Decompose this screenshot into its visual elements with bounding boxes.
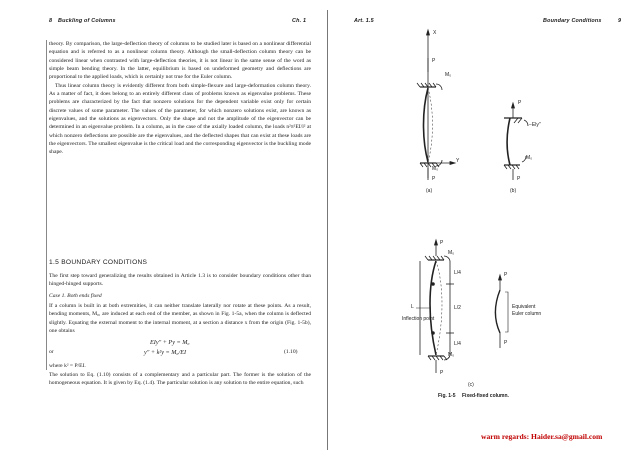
label-l4-top: L/4 xyxy=(454,270,461,276)
where-line: where k² = P/EI. xyxy=(49,363,86,369)
label-p-euler-top: P xyxy=(504,272,508,278)
left-page-number: 8 xyxy=(49,18,53,24)
label-l: L xyxy=(411,304,414,310)
right-running-head: Boundary Conditions xyxy=(543,18,602,24)
label-p-top-b: P xyxy=(518,100,522,106)
figure-b-drawing xyxy=(504,103,528,180)
left-chapter-label: Ch. 1 xyxy=(292,18,307,24)
equation-2: y″ + k²y = M₀/EI xyxy=(144,349,187,356)
figure-caption-text: Fixed-fixed column. xyxy=(462,393,509,399)
label-p-bottom-c: P xyxy=(440,370,444,376)
left-running-head: Buckling of Columns xyxy=(58,18,116,24)
margin-rule xyxy=(46,40,47,370)
label-x-axis: X xyxy=(433,30,437,36)
paragraph-4: If a column is built in at both extremities, it can neither translate laterally nor rotate at these points. As a result, bending moments, M₀, are induced at each end of the member, as shown in Fig. 1-5a, when the column is deflected slightly. Equating the external moment to the internal moment, at a section a distance x from the origin (Fig. 1-5b), one obtains xyxy=(49,303,311,335)
paragraph-3: The first step toward generalizing the results obtained in Article 1.3 is to consider boundary conditions other than hinged-hinged supports. xyxy=(49,273,311,288)
label-y-axis: Y xyxy=(456,158,460,164)
label-m0-top-a: M₀ xyxy=(445,72,452,78)
label-m0-bottom-c: M₀ xyxy=(448,352,455,358)
paragraph-1: theory. By comparison, the large-deflection theory of columns to be studied later is based on a nonlinear differential equation and is referred to as a nonlinear column theory. Although the small-deflection column theory can be considered linear when contrasted with large-deflection theories, it is not linear in the same sense of the word as simple beam bending theory. In the latter, equilibrium is based on undeformed geometry and deflections are proportional to the applied loads, which is certainly not true for the Euler column. xyxy=(49,41,311,81)
label-p-bottom-a: P xyxy=(432,176,436,182)
label-m0-top-c: M₀ xyxy=(448,250,455,256)
label-p-top-a: P xyxy=(432,58,436,64)
footer-signature: warm regards: Haider.sa@gmail.com xyxy=(481,432,603,441)
figure-a-drawing xyxy=(417,30,455,180)
right-page-number: 9 xyxy=(618,18,622,24)
equation-number: (1.10) xyxy=(284,349,298,355)
label-p-euler-bottom: P xyxy=(504,340,508,346)
label-euler-column: Euler column xyxy=(512,311,542,317)
label-p-top-c: P xyxy=(440,240,444,246)
caption-c: (c) xyxy=(468,382,474,388)
paragraph-5: The solution to Eq. (1.10) consists of a complementary and a particular part. The former is the solution of the homogeneous equation. It is given by Eq. (1.4). The particular solution is any solution to the entire equation, such xyxy=(49,372,311,387)
caption-a: (a) xyxy=(426,188,433,194)
label-equivalent: Equivalent xyxy=(512,304,536,310)
equation-1: EIy″ + Py = M₀ xyxy=(150,339,190,346)
paragraph-2: Thus linear column theory is evidently different from both simple-flexure and large-deformation column theory. As a matter of fact, it does belong to an entirely different class of problems known as eigenvalue problems. These problems are characterized by the fact that nonzero solutions for the dependent variable exist only for certain discrete values of some parameter. The values of the parameter, for which nonzero solutions exist, are known as eigenvalues, and the solutions as eigenvectors. Only the shape and not the amplitude of the eigenvector can be determined in an eigenvalue problem. In a column, as in the case of the axially loaded column, the loads n²π²EI/l² at which nonzero deflections are possible are the eigenvalues, and the deflected shapes that can exist at these loads are the eigenvectors. The smallest eigenvalue is the critical load and the corresponding eigenvector is the buckling mode shape. xyxy=(49,82,311,156)
or-label: or xyxy=(49,349,54,355)
right-page xyxy=(328,0,638,451)
body-text-top xyxy=(49,40,311,157)
section-heading: 1.5 BOUNDARY CONDITIONS xyxy=(49,259,148,266)
label-p-bottom-b: P xyxy=(517,176,521,182)
label-m0-bottom-a: M₀ xyxy=(432,166,439,172)
label-ely: −Ely″ xyxy=(529,122,541,128)
figure-c-drawing xyxy=(416,240,508,373)
case-heading: Case 1. Both ends fixed xyxy=(49,293,102,299)
figure-caption-number: Fig. 1-5 xyxy=(438,393,456,399)
label-l2: L/2 xyxy=(454,305,461,311)
caption-b: (b) xyxy=(510,188,517,194)
x-axis-arrow xyxy=(427,30,430,35)
label-l4-bottom: L/4 xyxy=(454,341,461,347)
figure-1-5 xyxy=(328,0,638,451)
label-m0-b: M₀ xyxy=(526,155,533,161)
label-inflection-point: Inflection point xyxy=(402,316,435,322)
right-article-label: Art. 1.5 xyxy=(354,18,374,24)
